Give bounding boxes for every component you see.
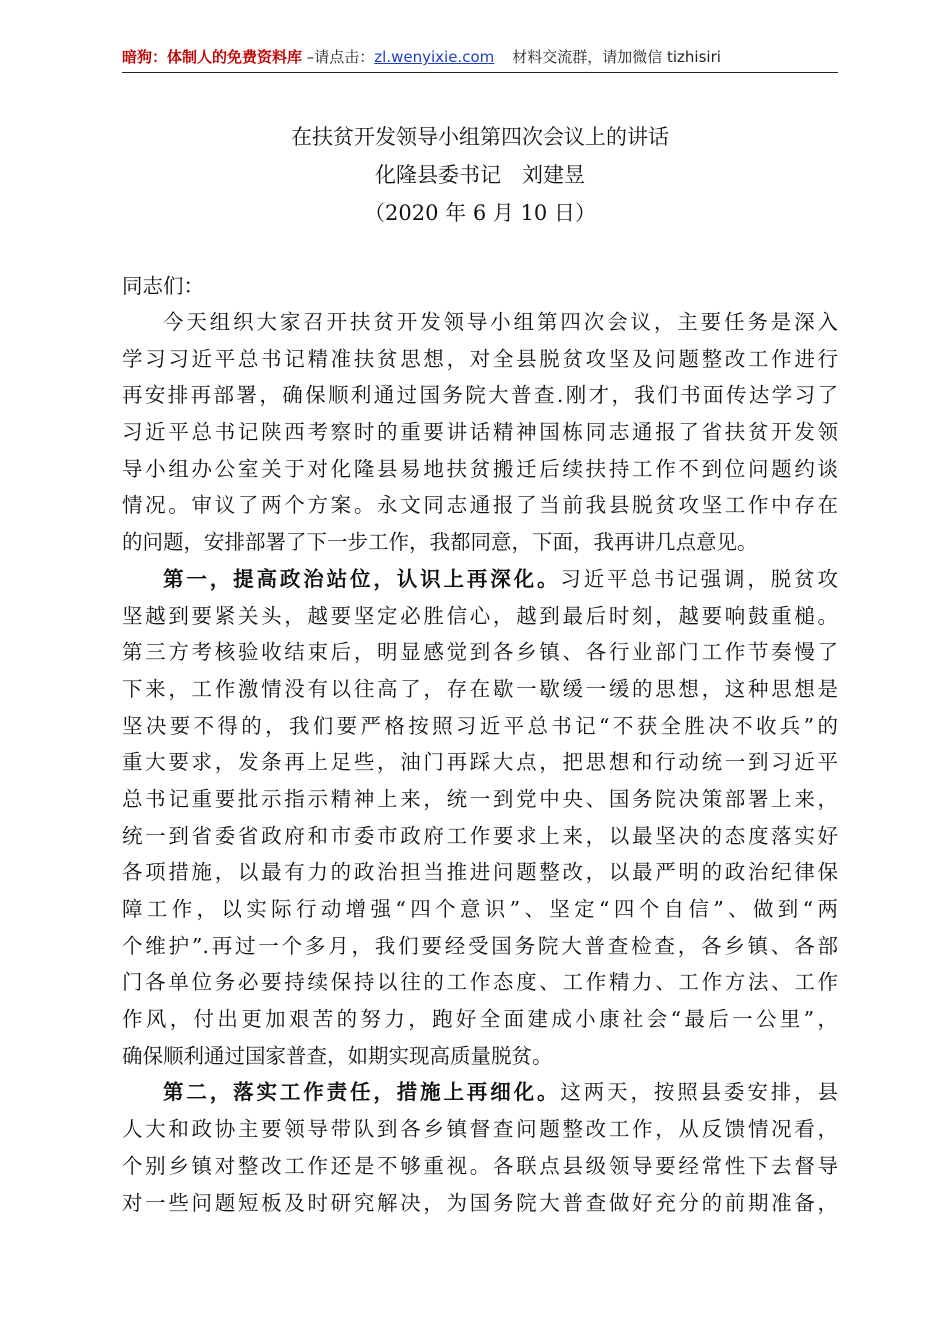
salutation: 同志们：	[122, 274, 204, 298]
header-group-note: 材料交流群，请加微信 tizhisiri	[512, 48, 721, 66]
speech-date: （2020 年 6 月 10 日）	[364, 201, 596, 225]
section-heading-2: 第二，落实工作责任，措施上再细化。	[163, 1080, 561, 1105]
section-heading-1: 第一，提高政治站位，认识上再深化。	[163, 566, 561, 591]
text-line: 对一些问题短板及时研究解决，为国务院大普查做好充分的前期准备，	[122, 1190, 838, 1215]
text-line: 人大和政协主要领导带队到各乡镇督查问题整改工作，从反馈情况看，	[122, 1117, 838, 1142]
header-brand: 暗狗：体制人的免费资料库	[122, 48, 303, 66]
text-line: 的问题，安排部署了下一步工作，我都同意，下面，我再讲几点意见。	[122, 530, 758, 555]
text-line: 坚决要不得的，我们要严格按照习近平总书记“不获全胜决不收兵”的	[122, 713, 838, 738]
text-line: 导小组办公室关于对化隆县易地扶贫搬迁后续扶持工作不到位问题约谈	[122, 456, 838, 481]
title-block	[122, 118, 838, 232]
text-line: 确保顺利通过国家普查，如期实现高质量脱贫。	[122, 1043, 553, 1068]
header-click-prompt: –请点击：	[302, 48, 375, 66]
text-line: 门各单位务必要持续保持以往的工作态度、工作精力、工作方法、工作	[122, 970, 838, 995]
text-line: 重大要求，发条再上足些，油门再踩大点，把思想和行动统一到习近平	[122, 750, 838, 775]
text-line	[122, 561, 838, 598]
text-line: 第三方考核验收结束后，明显感觉到各乡镇、各行业部门工作节奏慢了	[122, 640, 838, 665]
text-line: 再安排再部署，确保顺利通过国务院大普查.刚才，我们书面传达学习了	[122, 383, 838, 408]
text-line: 统一到省委省政府和市委市政府工作要求上来，以最坚决的态度落实好	[122, 823, 838, 848]
text-line	[122, 1074, 838, 1111]
text-span: 这两天，按照县委安排，县	[560, 1080, 838, 1105]
text-line: 坚越到要紧关头，越要坚定必胜信心，越到最后时刻，越要响鼓重槌。	[122, 603, 838, 628]
text-line: 作风，付出更加艰苦的努力，跑好全面建成小康社会“最后一公里”，	[122, 1007, 838, 1032]
text-line: 个维护”.再过一个多月，我们要经受国务院大普查检查，各乡镇、各部	[122, 933, 838, 958]
text-line: 学习习近平总书记精准扶贫思想，对全县脱贫攻坚及问题整改工作进行	[122, 346, 838, 371]
text-line: 个别乡镇对整改工作还是不够重视。各联点县级领导要经常性下去督导	[122, 1153, 838, 1178]
text-line: 下来，工作激情没有以往高了，存在歇一歇缓一缓的思想，这种思想是	[122, 676, 838, 701]
document-body	[122, 304, 838, 1221]
text-line: 情况。审议了两个方案。永文同志通报了当前我县脱贫攻坚工作中存在	[122, 493, 838, 518]
text-line: 总书记重要批示指示精神上来，统一到党中央、国务院决策部署上来，	[122, 786, 838, 811]
speaker-line: 化隆县委书记 刘建昱	[375, 163, 585, 187]
document-title: 在扶贫开发领导小组第四次会议上的讲话	[291, 125, 669, 149]
text-line: 习近平总书记陕西考察时的重要讲话精神国栋同志通报了省扶贫开发领	[122, 420, 838, 445]
text-line: 障工作，以实际行动增强“四个意识”、坚定“四个自信”、做到“两	[122, 897, 838, 921]
header-link[interactable]: zl.wenyixie.com	[374, 48, 495, 66]
text-span: 习近平总书记强调，脱贫攻	[560, 566, 838, 591]
text-line: 各项措施，以最有力的政治担当推进问题整改，以最严明的政治纪律保	[122, 860, 838, 885]
text-line: 今天组织大家召开扶贫开发领导小组第四次会议，主要任务是深入	[163, 310, 838, 334]
page-header	[122, 42, 838, 73]
